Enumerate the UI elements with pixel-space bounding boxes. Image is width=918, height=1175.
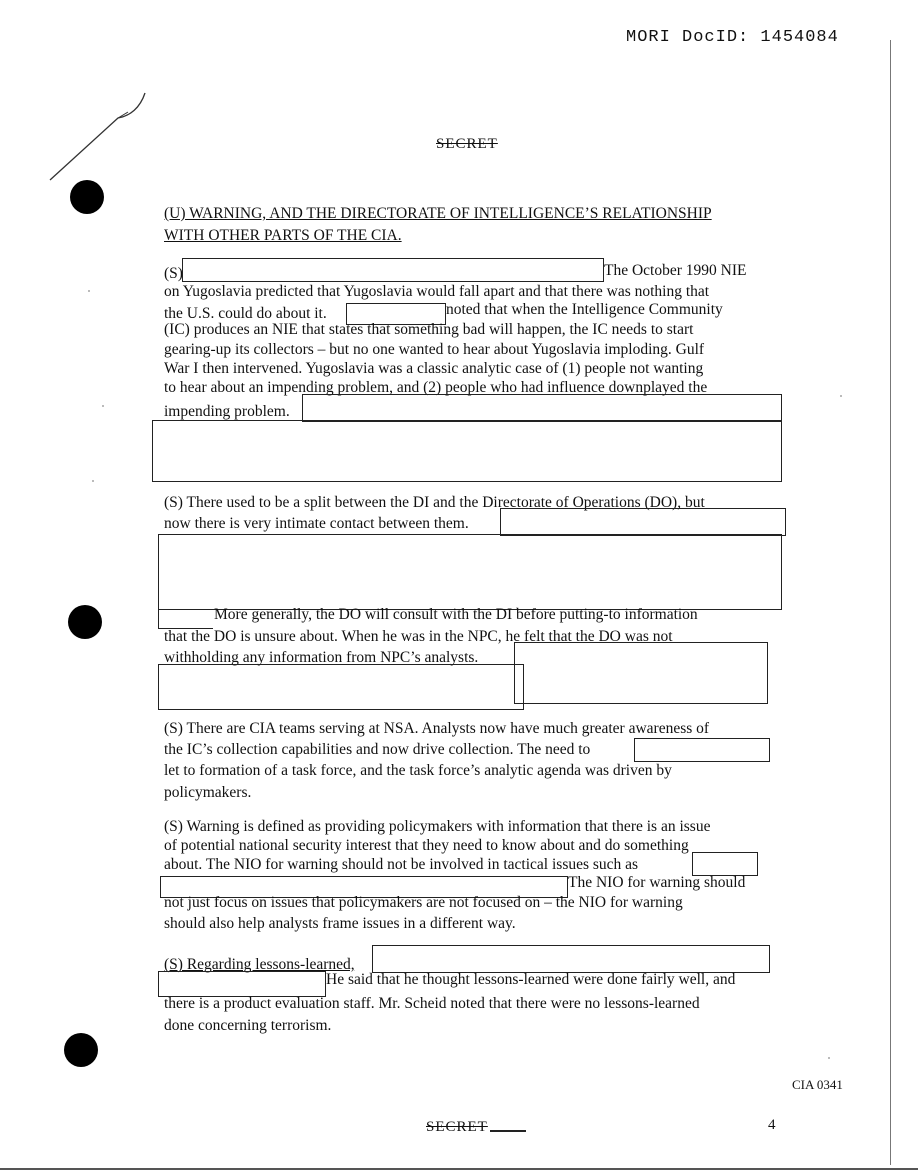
para3-line4: policymakers. [164, 784, 252, 801]
para1-line5: gearing-up its collectors – but no one wanted to hear about Yugoslavia imploding. Gulf [164, 341, 705, 358]
classification-bottom: SECRET [426, 1119, 488, 1135]
redaction-box [158, 534, 782, 610]
para5-line3: there is a product evaluation staff. Mr. Scheid noted that there were no lessons-learned [164, 995, 700, 1012]
para4-line6: should also help analysts frame issues in a different way. [164, 915, 516, 932]
doc-id: MORI DocID: 1454084 [626, 28, 839, 47]
para1-line3-prefix: the U.S. could do about it. [164, 305, 327, 322]
redaction-box [514, 642, 768, 704]
page-number: 4 [768, 1117, 776, 1133]
scan-speck [92, 480, 94, 482]
para2-line1: (S) There used to be a split between the DI and the Directorate of Operations (DO), but [164, 494, 705, 511]
para3-line3: let to formation of a task force, and the task force’s analytic agenda was driven by [164, 762, 672, 779]
para4-line2: of potential national security interest that they need to know about and do something [164, 837, 689, 854]
para3-line2: the IC’s collection capabilities and now drive collection. The need to [164, 741, 591, 758]
para4-line4: The NIO for warning should [568, 874, 746, 891]
para1-line1-suffix: The October 1990 NIE [604, 262, 747, 279]
redaction-box [500, 508, 786, 536]
para1-line4: (IC) produces an NIE that states that something bad will happen, the IC needs to start [164, 321, 694, 338]
scan-speck [88, 290, 90, 292]
punch-hole-middle [68, 605, 102, 639]
punch-hole-bottom [64, 1033, 98, 1067]
para1-line2: on Yugoslavia predicted that Yugoslavia would fall apart and that there was nothing that [164, 283, 710, 300]
redaction-box [158, 608, 213, 629]
para2-line3: More generally, the DO will consult with the DI before putting-to information [214, 606, 698, 623]
redaction-box [634, 738, 770, 762]
para5-line2: He said that he thought lessons-learned were done fairly well, and [326, 971, 736, 988]
para5-line4: done concerning terrorism. [164, 1017, 332, 1034]
section-heading-line1: (U) WARNING, AND THE DIRECTORATE OF INTELLIGENCE’S RELATIONSHIP [164, 205, 712, 222]
scan-speck [102, 405, 104, 407]
scan-speck [840, 395, 842, 397]
para1-line8: impending problem. [164, 403, 290, 420]
scan-speck [828, 1057, 830, 1059]
right-margin-line [890, 40, 891, 1165]
redaction-box [152, 420, 782, 482]
para4-line5: not just focus on issues that policymakers are not focused on – the NIO for warning [164, 894, 683, 911]
redaction-box [372, 945, 770, 973]
para4-line3: about. The NIO for warning should not be involved in tactical issues such as [164, 856, 639, 873]
para2-line2: now there is very intimate contact between them. [164, 515, 469, 532]
cia-control-number: CIA 0341 [792, 1077, 843, 1092]
redaction-box [182, 258, 604, 282]
para5-line1: (S) Regarding lessons-learned, [164, 956, 355, 973]
para1-line1-prefix: (S) [164, 265, 183, 282]
section-heading-line2: WITH OTHER PARTS OF THE CIA. [164, 227, 402, 244]
para3-line1: (S) There are CIA teams serving at NSA. Analysts now have much greater awareness of [164, 720, 710, 737]
para2-line5: withholding any information from NPC’s analysts. [164, 649, 479, 666]
para1-line6: War I then intervened. Yugoslavia was a classic analytic case of (1) people not wanting [164, 360, 704, 377]
bottom-edge-line [0, 1168, 918, 1170]
classification-top: SECRET [436, 136, 498, 152]
para2-line4: that the DO is unsure about. When he was in the NPC, he felt that the DO was not [164, 628, 673, 645]
redaction-box [302, 394, 782, 422]
redaction-box [158, 664, 524, 710]
pen-mark [40, 88, 160, 188]
para4-line1: (S) Warning is defined as providing policymakers with information that there is an issue [164, 818, 711, 835]
punch-hole-top [70, 180, 104, 214]
para1-line7: to hear about an impending problem, and (2) people who had influence downplayed the [164, 379, 708, 396]
classification-bottom-dash [490, 1130, 526, 1132]
para1-line3-suffix: noted that when the Intelligence Community [446, 301, 723, 318]
